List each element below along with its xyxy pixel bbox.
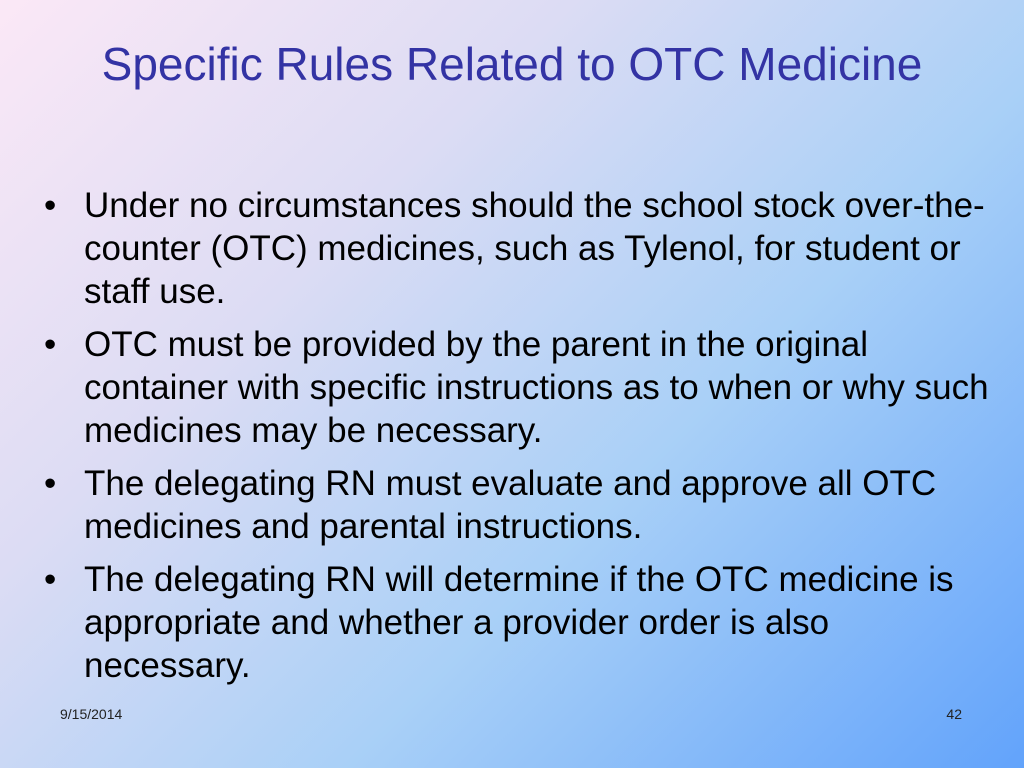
bullet-icon: • [44, 560, 57, 599]
bullet-item [44, 184, 994, 313]
bullet-list [44, 184, 994, 697]
bullet-text: The delegating RN will determine if the OTC medicine is appropriate and whether a provider order is also necessary. [84, 560, 954, 685]
page-number: 42 [946, 706, 962, 722]
bullet-item [44, 462, 994, 548]
bullet-text: OTC must be provided by the parent in the original container with specific instructions as to when or why such medicines may be necessary. [84, 325, 989, 450]
bullet-icon: • [44, 464, 57, 503]
bullet-item [44, 558, 994, 687]
slide-title: Specific Rules Related to OTC Medicine [101, 38, 923, 90]
footer-date: 9/15/2014 [60, 706, 123, 722]
bullet-icon: • [44, 325, 57, 364]
bullet-item [44, 323, 994, 452]
bullet-icon: • [44, 186, 57, 225]
bullet-text: The delegating RN must evaluate and approve all OTC medicines and parental instructions. [84, 464, 937, 546]
bullet-text: Under no circumstances should the school stock over-the-counter (OTC) medicines, such as Tylenol, for student or staff use. [84, 186, 985, 311]
